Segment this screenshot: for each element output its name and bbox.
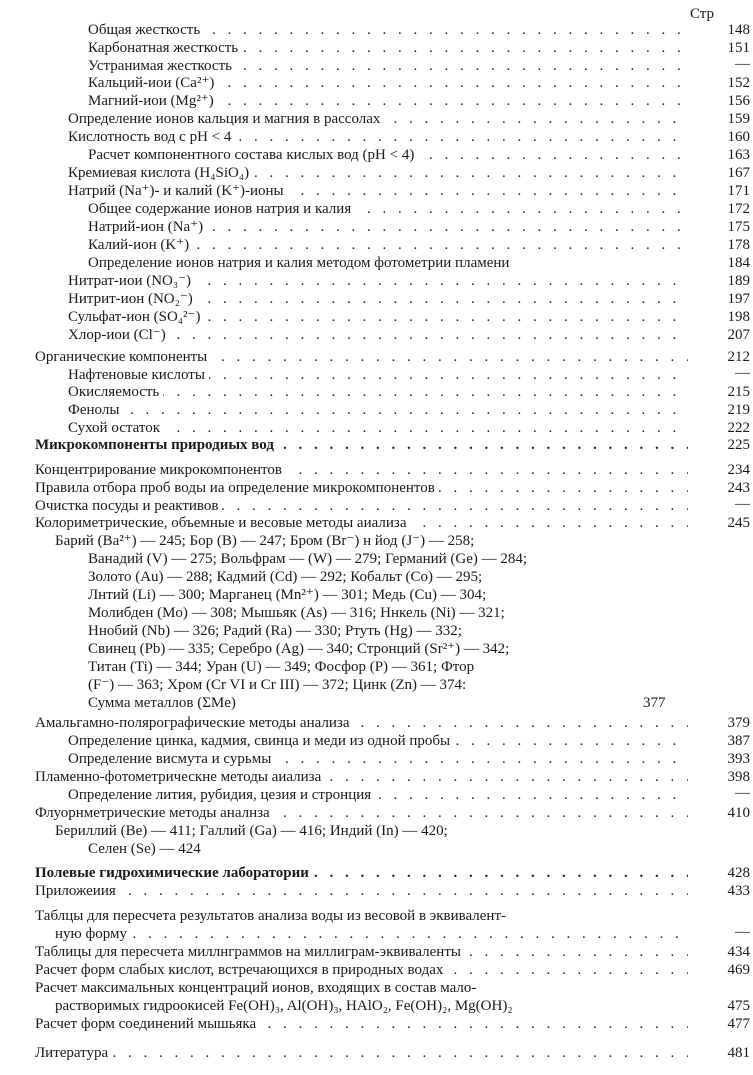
- fluor-list-line: Бериллий (Be) — 411; Галлий (Ga) — 416; Индий (In) — 420;: [55, 823, 448, 839]
- toc-entry[interactable]: Расчет форм соединений мышьяка . . .: [35, 1016, 688, 1033]
- element-list-line: Свинец (Pb) — 335; Серебро (Ag) — 340; Стронций (Sr²⁺) — 342;: [88, 641, 510, 657]
- toc-page-number: 410: [727, 805, 750, 821]
- toc-entry[interactable]: Органические компоненты . . .: [35, 349, 688, 366]
- toc-entry[interactable]: Флуорнметрические методы аналнза . . .: [35, 805, 688, 822]
- toc-page-number: 469: [727, 962, 750, 978]
- fluor-list-line: Селен (Se) — 424: [88, 841, 201, 857]
- toc-page-number: 189: [727, 273, 750, 289]
- toc-page-number: 152: [727, 75, 750, 91]
- toc-page-number: 433: [727, 883, 750, 899]
- toc-page-number: 178: [727, 237, 750, 253]
- element-list-line: Золото (Au) — 288; Кадмий (Cd) — 292; Кобальт (Co) — 295;: [88, 569, 483, 585]
- toc-entry[interactable]: Амальгамно-полярографические методы анализа . . .: [35, 715, 688, 732]
- toc-page-number: —: [735, 365, 750, 381]
- toc-entry[interactable]: Определение ионов натрия и калия методом фотометрии пламени: [88, 255, 688, 272]
- toc-entry[interactable]: Колориметрические, объемные и весовые методы аиализа . . .: [35, 515, 688, 532]
- toc-entry[interactable]: Устранимая жесткость . . .: [88, 58, 688, 75]
- toc-entry[interactable]: Карбонатная жесткость . . .: [88, 40, 688, 57]
- toc-entry[interactable]: Правила отбора проб воды иа определение микрокомпонентов . . .: [35, 480, 688, 497]
- element-list-line: Титан (Ti) — 344; Уран (U) — 349; Фосфор (P) — 361; Фтор: [88, 659, 475, 675]
- toc-entry[interactable]: Калий-ион (K⁺) . . .: [88, 237, 688, 254]
- toc-page-number: 245: [727, 515, 750, 531]
- toc-entry[interactable]: Таблицы для пересчета миллнграммов на миллиграм-эквиваленты . . .: [35, 944, 688, 961]
- element-list-line: Молибден (Mo) — 308; Мышьяк (As) — 316; Ннкель (Ni) — 321;: [88, 605, 505, 621]
- element-list-line: Лнтий (Li) — 300; Марганец (Mn²⁺) — 301; Медь (Cu) — 304;: [88, 587, 487, 603]
- page-column-header: Стр: [690, 6, 715, 22]
- toc-entry[interactable]: Очистка посуды и реактивов . . .: [35, 498, 688, 515]
- toc-page-number: 225: [727, 437, 750, 453]
- toc-entry[interactable]: Натрий-ион (Na⁺) . . .: [88, 219, 688, 236]
- toc-entry[interactable]: Определение ионов кальция и магния в рассолах . . .: [68, 111, 688, 128]
- toc-page-number: 234: [727, 462, 750, 478]
- toc-page-number: 475: [727, 998, 750, 1014]
- toc-entry[interactable]: Общее содержание ионов натрия и калия . . .: [88, 201, 688, 218]
- toc-page-number: 428: [727, 865, 750, 881]
- toc-entry-line1: Таблцы для пересчета результатов анализа воды из весовой в эквивалент-: [35, 908, 507, 924]
- toc-entry[interactable]: Сухой остаток . . .: [68, 420, 688, 437]
- toc-page-number: —: [735, 785, 750, 801]
- toc-entry[interactable]: Кальций-иои (Ca²⁺) . . .: [88, 75, 688, 92]
- toc-page-number: 398: [727, 769, 750, 785]
- toc-entry[interactable]: Расчет форм слабых кислот, встречающихся в природных водах . . .: [35, 962, 688, 979]
- toc-entry[interactable]: Определение висмута и сурьмы . . .: [68, 751, 688, 768]
- toc-section-heading[interactable]: Микрокомпоненты природиых вод . . .: [35, 437, 688, 454]
- toc-page-number: 434: [727, 944, 750, 960]
- toc-page-number: 243: [727, 480, 750, 496]
- toc-page-number: 481: [727, 1045, 750, 1061]
- toc-entry-line2: растворимых гидроокисей Fe(OH)₃, Al(OH)₃, HAlO₂, Fe(OH)₂, Mg(OH)₂: [55, 998, 513, 1014]
- toc-page-number: 156: [727, 93, 750, 109]
- toc-entry[interactable]: Магний-иои (Mg²⁺) . . .: [88, 93, 688, 110]
- toc-page-number: 198: [727, 309, 750, 325]
- sum-metals-page: 377: [643, 695, 666, 711]
- toc-page-number: 212: [727, 349, 750, 365]
- element-list-line: (F⁻) — 363; Хром (Cr VI и Cr III) — 372; Цинк (Zn) — 374:: [88, 677, 467, 693]
- toc-entry[interactable]: Фенолы . . .: [68, 402, 688, 419]
- toc-entry[interactable]: Кислотность вод с pH < 4 . . .: [68, 129, 688, 146]
- toc-page-number: 387: [727, 733, 750, 749]
- toc-entry[interactable]: Кремиевая кислота (H₄SiO₄) . . .: [68, 165, 688, 182]
- toc-section-heading[interactable]: Полевые гидрохимические лаборатории . . .: [35, 865, 688, 882]
- toc-page-number: 175: [727, 219, 750, 235]
- toc-page-number: 393: [727, 751, 750, 767]
- toc-entry[interactable]: Окисляемость . . .: [68, 384, 688, 401]
- toc-page-number: 215: [727, 384, 750, 400]
- toc-entry[interactable]: Хлор-иои (Cl⁻) . . .: [68, 327, 688, 344]
- toc-entry[interactable]: Приложеиия . . .: [35, 883, 688, 900]
- toc-entry[interactable]: Концентрирование микрокомпонентов . . .: [35, 462, 688, 479]
- toc-page-number: 379: [727, 715, 750, 731]
- sum-metals-label: Сумма металлов (ΣMe): [88, 695, 236, 711]
- toc-page-number: 477: [727, 1016, 750, 1032]
- toc-entry[interactable]: Сульфат-ион (SO₄²⁻) . . .: [68, 309, 688, 326]
- toc-page-number: 222: [727, 420, 750, 436]
- toc-entry[interactable]: Определение лития, рубидия, цезия и стронция . . .: [68, 787, 688, 804]
- toc-page-number: 207: [727, 327, 750, 343]
- toc-entry[interactable]: Расчет компонентного состава кислых вод (pH < 4) . . .: [88, 147, 688, 164]
- toc-entry[interactable]: Литература . . .: [35, 1045, 688, 1062]
- toc-page-number: 197: [727, 291, 750, 307]
- toc-entry[interactable]: Общая жесткость . . .: [88, 22, 688, 39]
- toc-page-number: —: [735, 56, 750, 72]
- toc-page-number: 171: [727, 183, 750, 199]
- toc-page-number: 167: [727, 165, 750, 181]
- toc-page-number: 160: [727, 129, 750, 145]
- element-list-line: Ванадий (V) — 275; Вольфрам — (W) — 279; Германий (Ge) — 284;: [88, 551, 528, 567]
- element-list-line: Ннобий (Nb) — 326; Радий (Ra) — 330; Ртуть (Hg) — 332;: [88, 623, 462, 639]
- element-list-line: Барий (Ba²⁺) — 245; Бор (B) — 247; Бром (Br⁻) н йод (J⁻) — 258;: [55, 533, 475, 549]
- toc-page-number: 148: [727, 22, 750, 38]
- toc-page-number: 151: [727, 40, 750, 56]
- toc-page-number: 172: [727, 201, 750, 217]
- toc-page-number: —: [735, 496, 750, 512]
- toc-entry[interactable]: ную форму . . .: [55, 926, 688, 943]
- toc-entry-line1: Расчет максимальных концентраций ионов, входящих в состав мало-: [35, 980, 477, 996]
- toc-entry[interactable]: Натрий (Na⁺)- и калий (K⁺)-ионы . . .: [68, 183, 688, 200]
- toc-entry[interactable]: Нитрат-иои (NO₃⁻) . . .: [68, 273, 688, 290]
- toc-page-number: 159: [727, 111, 750, 127]
- toc-entry[interactable]: Нафтеновые кислоты . . .: [68, 367, 688, 384]
- toc-entry[interactable]: Пламенно-фотометрическне методы аиализа . . .: [35, 769, 688, 786]
- toc-entry[interactable]: Определение цинка, кадмия, свинца и меди из одной пробы . . .: [68, 733, 688, 750]
- toc-page-number: —: [735, 924, 750, 940]
- toc-page-number: 219: [727, 402, 750, 418]
- toc-page-number: 163: [727, 147, 750, 163]
- toc-entry[interactable]: Нитрит-ион (NO₂⁻) . . .: [68, 291, 688, 308]
- toc-page-number: 184: [727, 255, 750, 271]
